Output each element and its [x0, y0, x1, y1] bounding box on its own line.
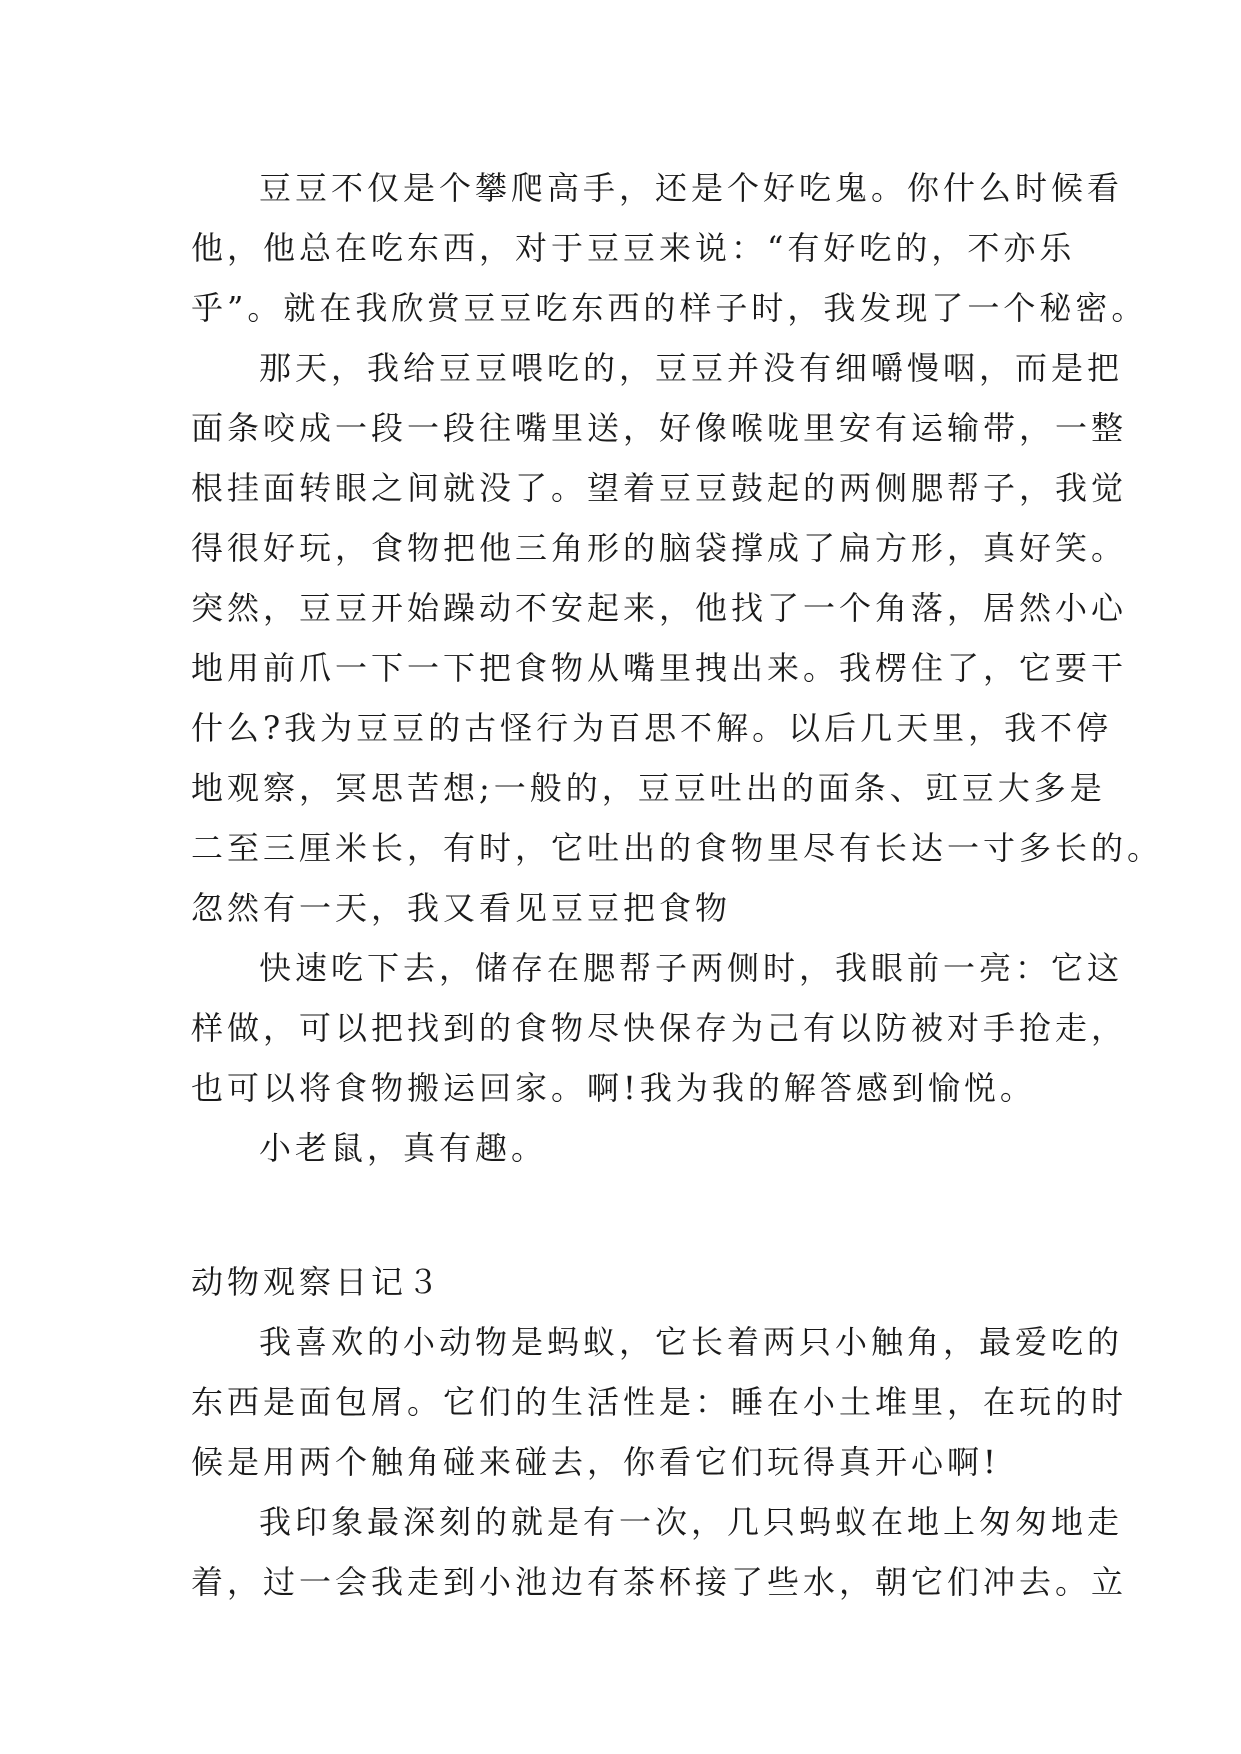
text-line: 样做，可以把找到的食物尽快保存为己有以防被对手抢走， [191, 1009, 1128, 1047]
paragraph [191, 1492, 1128, 1612]
text-line: 着，过一会我走到小池边有茶杯接了些水，朝它们冲去。立 [191, 1563, 1128, 1601]
text-line: 那天，我给豆豆喂吃的，豆豆并没有细嚼慢咽，而是把 [259, 349, 1124, 387]
paragraph [191, 158, 1148, 338]
text-line: 地用前爪一下一下把食物从嘴里拽出来。我楞住了，它要干 [191, 649, 1128, 687]
section-spacer [191, 1178, 1061, 1252]
text-line: 乎”。就在我欣赏豆豆吃东西的样子时，我发现了一个秘密。 [191, 289, 1148, 327]
text-line: 什么?我为豆豆的古怪行为百思不解。以后几天里，我不停 [191, 709, 1113, 747]
document-body [191, 158, 1164, 1612]
text-line: 也可以将食物搬运回家。啊!我为我的解答感到愉悦。 [191, 1069, 1036, 1107]
paragraph [191, 1312, 1128, 1492]
text-line: 东西是面包屑。它们的生活性是：睡在小土堆里，在玩的时 [191, 1383, 1128, 1421]
text-line: 突然，豆豆开始躁动不安起来，他找了一个角落，居然小心 [191, 589, 1128, 627]
text-line: 我喜欢的小动物是蚂蚁，它长着两只小触角，最爱吃的 [259, 1323, 1124, 1361]
text-line: 面条咬成一段一段往嘴里送，好像喉咙里安有运输带，一整 [191, 409, 1128, 447]
paragraph [191, 1118, 1061, 1178]
text-line: 小老鼠，真有趣。 [259, 1129, 548, 1167]
text-line: 豆豆不仅是个攀爬高手，还是个好吃鬼。你什么时候看 [259, 169, 1124, 207]
text-line: 得很好玩，食物把他三角形的脑袋撑成了扁方形，真好笑。 [191, 529, 1128, 567]
text-line: 快速吃下去，储存在腮帮子两侧时，我眼前一亮：它这 [259, 949, 1124, 987]
text-line: 忽然有一天，我又看见豆豆把食物 [191, 889, 732, 927]
section-heading [191, 1252, 1061, 1312]
section-title: 动物观察日记３ [191, 1263, 444, 1301]
text-line: 根挂面转眼之间就没了。望着豆豆鼓起的两侧腮帮子，我觉 [191, 469, 1128, 507]
text-line: 他，他总在吃东西，对于豆豆来说：“有好吃的，不亦乐 [191, 229, 1076, 267]
text-line: 地观察，冥思苦想;一般的，豆豆吐出的面条、豇豆大多是 [191, 769, 1106, 807]
paragraph [191, 938, 1128, 1118]
text-line: 二至三厘米长，有时，它吐出的食物里尽有长达一寸多长的。 [191, 829, 1164, 867]
text-line: 候是用两个触角碰来碰去，你看它们玩得真开心啊! [191, 1443, 1000, 1481]
paragraph [191, 338, 1164, 938]
text-line: 我印象最深刻的就是有一次，几只蚂蚁在地上匆匆地走 [259, 1503, 1124, 1541]
